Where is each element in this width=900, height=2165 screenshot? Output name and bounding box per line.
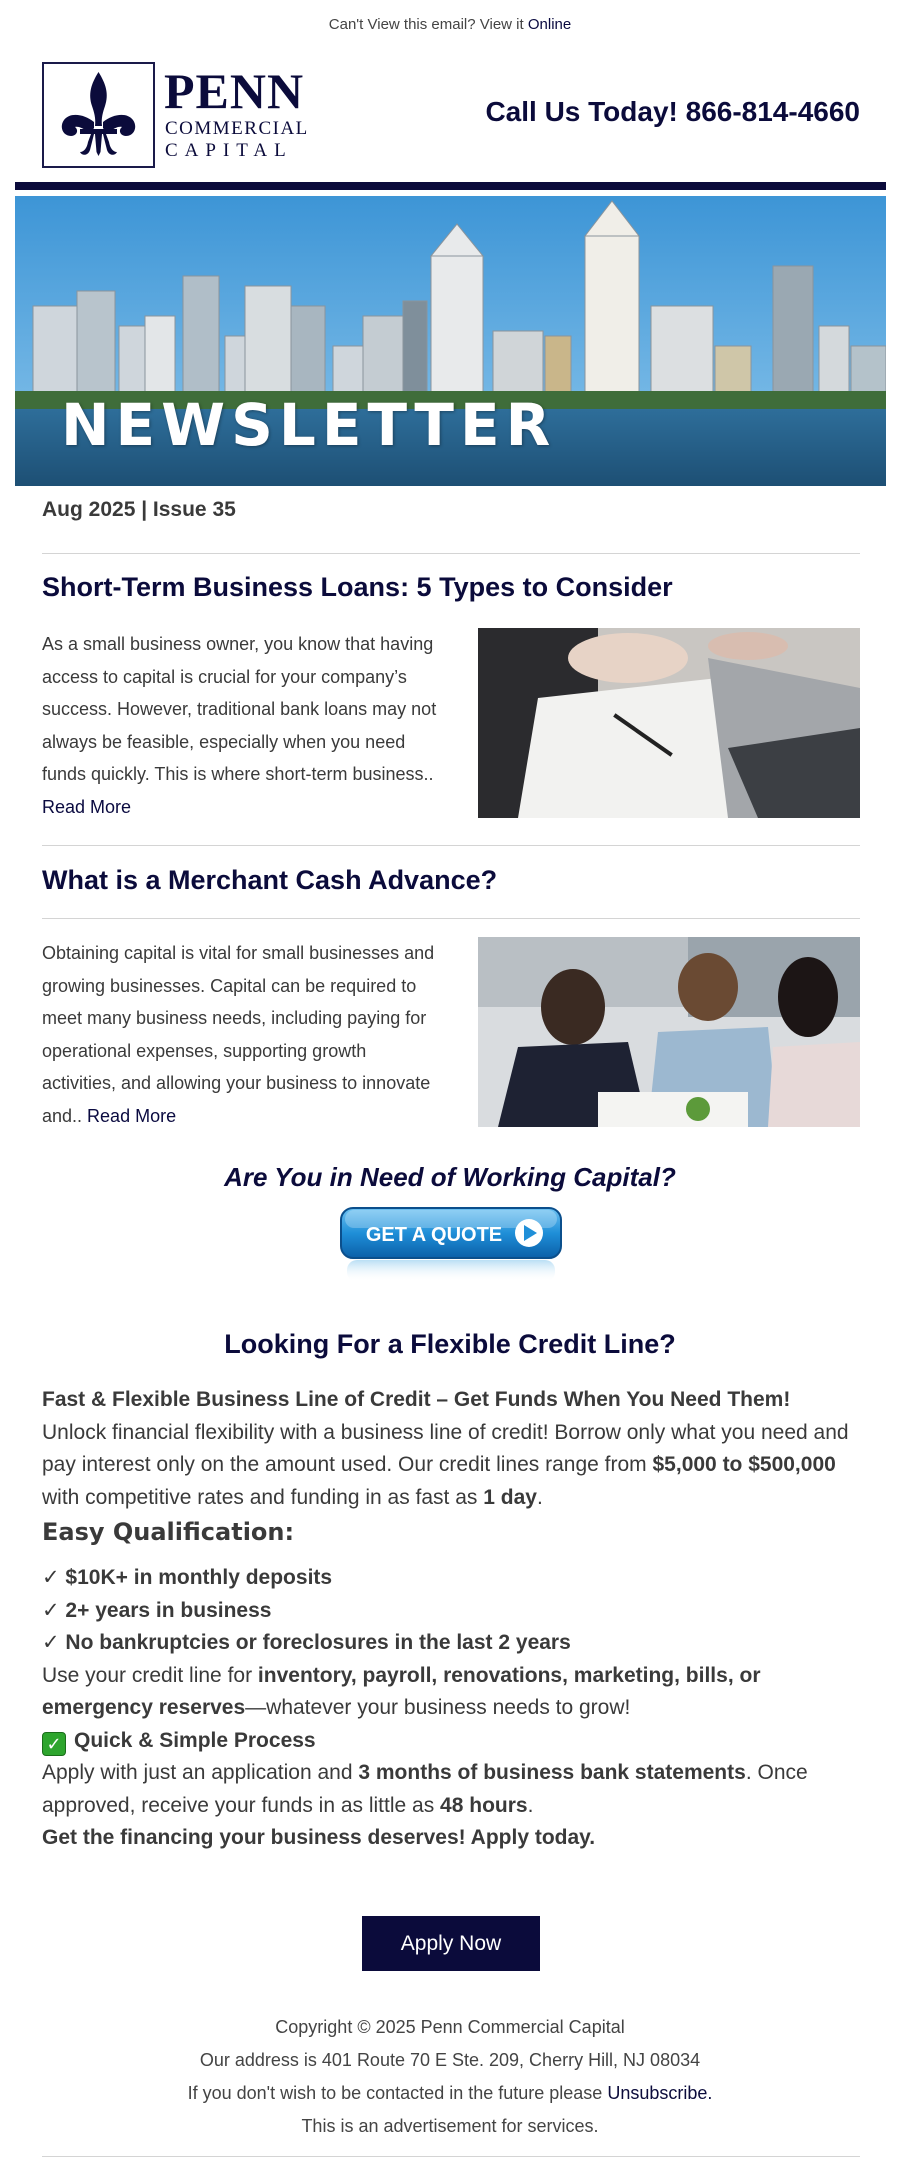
footer-unsubscribe xyxy=(0,2083,900,2104)
credit-text: with competitive rates and funding in as fast as xyxy=(42,1485,484,1509)
requirement-item: ✓ No bankruptcies or foreclosures in the last 2 years xyxy=(42,1631,571,1654)
checkmark-icon: ✓ xyxy=(42,1732,66,1756)
process-title: Quick & Simple Process xyxy=(74,1728,316,1752)
credit-line-title: Looking For a Flexible Credit Line? xyxy=(224,1329,676,1359)
unsubscribe-text: If you don't wish to be contacted in the future please xyxy=(187,2083,608,2103)
use-text: —whatever your business needs to grow! xyxy=(245,1696,631,1719)
article-1-read-more-link[interactable]: Read More xyxy=(42,796,132,817)
credit-paragraph xyxy=(42,1417,860,1515)
article-1-image[interactable] xyxy=(478,628,860,818)
credit-subtitle: Fast & Flexible Business Line of Credit – Get Funds When You Need Them! xyxy=(42,1388,791,1411)
process-text: . Once approved, receive your funds in as little as xyxy=(42,1761,808,1817)
apply-now-button[interactable]: Apply Now xyxy=(362,1916,540,1971)
get-a-quote-button[interactable] xyxy=(339,1206,563,1284)
process-text: Apply with just an application and xyxy=(42,1761,359,1784)
divider xyxy=(42,845,860,846)
logo-capital: CAPITAL xyxy=(165,140,293,161)
divider xyxy=(42,918,860,919)
credit-speed: 1 day xyxy=(483,1485,537,1509)
article-2-read-more-link[interactable]: Read More xyxy=(87,1105,177,1126)
divider xyxy=(42,553,860,554)
get-a-quote-label: GET A QUOTE xyxy=(365,1224,503,1246)
call-us-phone[interactable]: Call Us Today! 866-814-4660 xyxy=(485,96,860,127)
footer-copyright: Copyright © 2025 Penn Commercial Capital xyxy=(275,2017,625,2037)
banner-title: NEWSLETTER xyxy=(61,391,557,459)
preheader-text: Can't View this email? View it xyxy=(328,16,528,33)
article-2-body xyxy=(42,937,442,1132)
article-1-text: As a small business owner, you know that having access to capital is crucial for your company’s success. However, traditional bank loans may not always be feasible, especially when you need funds quickly. This is where short-term business.. xyxy=(42,634,437,784)
process-heading xyxy=(42,1725,860,1758)
article-2-image[interactable] xyxy=(478,937,860,1127)
logo-penn: PENN xyxy=(164,63,305,119)
view-online-link[interactable]: Online xyxy=(527,16,572,33)
preheader xyxy=(0,16,900,33)
unsubscribe-link[interactable]: Unsubscribe. xyxy=(607,2083,713,2103)
closing-line: Get the financing your business deserves! Apply today. xyxy=(42,1826,596,1849)
article-2-text: Obtaining capital is vital for small businesses and growing businesses. Capital can be required to meet many business needs, including paying for operational expenses, supporting growth activities, and allowing your business to innovate and.. xyxy=(42,943,435,1126)
logo-commercial: COMMERCIAL xyxy=(165,118,309,139)
process-time: 48 hours xyxy=(440,1793,528,1817)
working-capital-question: Are You in Need of Working Capital? xyxy=(224,1162,676,1192)
credit-range: $5,000 to $500,000 xyxy=(652,1453,836,1476)
divider xyxy=(42,2156,860,2157)
requirement-item: ✓ $10K+ in monthly deposits xyxy=(42,1566,333,1589)
credit-line-body xyxy=(42,1384,860,1855)
easy-qualification-title: Easy Qualification: xyxy=(42,1518,295,1546)
footer-ad-note: This is an advertisement for services. xyxy=(301,2116,599,2136)
header-divider-bar xyxy=(15,182,886,190)
use-text: Use your credit line for xyxy=(42,1663,258,1687)
process-paragraph xyxy=(42,1757,860,1822)
credit-text: Unlock financial flexibility with a business line of credit! Borrow only what you need and pay interest only on the amount used. Our credit lines range from xyxy=(42,1420,849,1476)
use-list: inventory, payroll, renovations, marketing, bills, or emergency reserves xyxy=(42,1663,761,1719)
penn-commercial-capital-logo[interactable] xyxy=(42,62,327,170)
credit-text: . xyxy=(536,1485,543,1509)
article-1-body xyxy=(42,628,442,823)
process-docs: 3 months of business bank statements xyxy=(358,1761,746,1784)
issue-label: Aug 2025 | Issue 35 xyxy=(42,498,236,521)
newsletter-banner xyxy=(15,196,886,486)
fleur-de-lis-icon xyxy=(42,62,155,168)
footer-address: Our address is 401 Route 70 E Ste. 209, Cherry Hill, NJ 08034 xyxy=(199,2050,701,2070)
use-cases-paragraph xyxy=(42,1660,860,1725)
requirement-item: ✓ 2+ years in business xyxy=(42,1598,272,1622)
article-2-title[interactable]: What is a Merchant Cash Advance? xyxy=(42,865,498,895)
article-1-title[interactable]: Short-Term Business Loans: 5 Types to Consider xyxy=(42,572,673,602)
process-text: . xyxy=(527,1793,534,1817)
